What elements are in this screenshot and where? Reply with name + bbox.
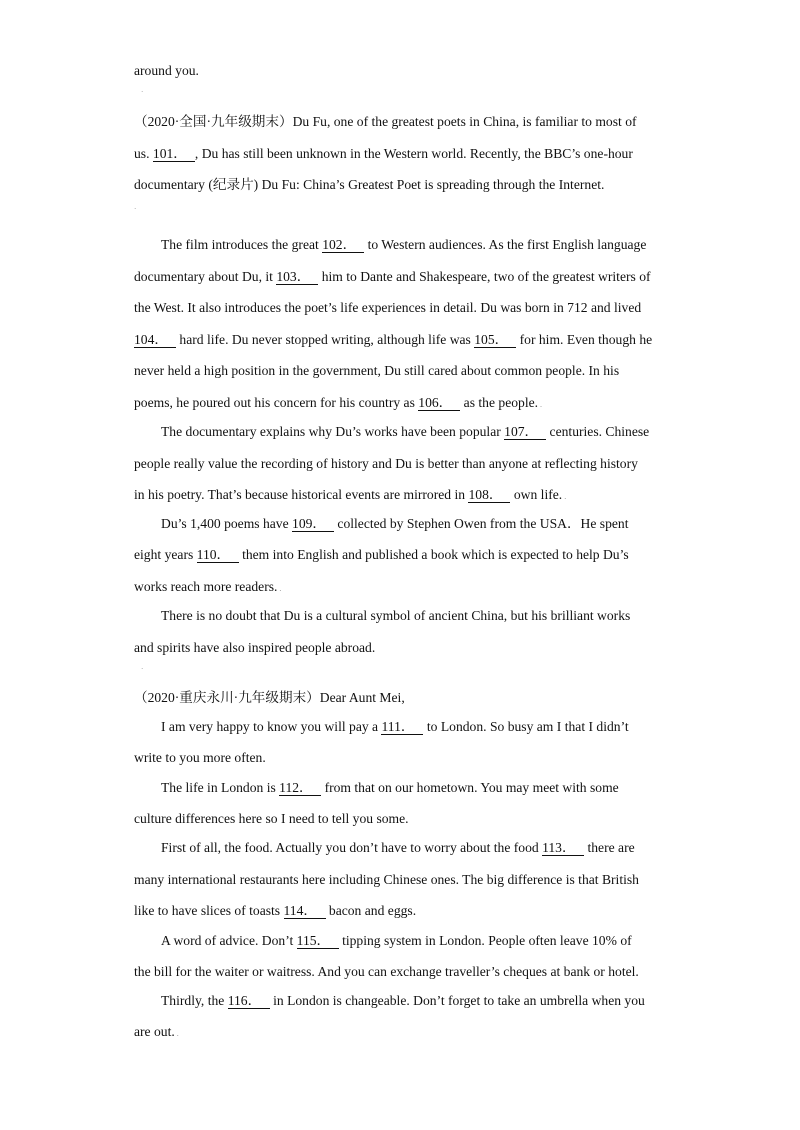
text-line: [161, 932, 701, 950]
line-text: write to you more often.: [134, 750, 266, 765]
text-line: [134, 299, 674, 317]
line-text: are out.: [134, 1024, 175, 1039]
line-text: us.: [134, 146, 153, 161]
line-text: The film introduces the great: [161, 237, 323, 252]
line-text: documentary (纪录片) Du Fu: China’s Greatest Poet is spreading through the Internet.: [134, 177, 605, 192]
paragraph-mark: ·: [141, 665, 144, 673]
blank-107[interactable]: 107．: [504, 424, 546, 440]
line-text: （2020·全国·九年级期末）Du Fu, one of the greatest poets in China, is familiar to most of: [134, 114, 637, 129]
line-text: Du’s 1,400 poems have: [161, 516, 293, 531]
line-text: never held a high position in the government, Du still cared about common people. In his: [134, 363, 620, 378]
text-line: [161, 992, 701, 1010]
text-line: [161, 515, 701, 533]
line-text: （2020·重庆永川·九年级期末）Dear Aunt Mei,: [134, 690, 405, 705]
blank-105[interactable]: 105．: [474, 332, 516, 348]
line-text: documentary about Du, it: [134, 269, 277, 284]
text-line: [161, 839, 701, 857]
paragraph-mark: .: [562, 492, 567, 501]
blank-113[interactable]: 113．: [542, 840, 584, 856]
text-line: [134, 749, 674, 767]
text-line: [134, 1023, 674, 1043]
blank-115[interactable]: 115．: [297, 933, 339, 949]
blank-101[interactable]: 101．: [153, 146, 195, 162]
line-text: as the people.: [460, 395, 539, 410]
blank-103[interactable]: 103．: [276, 269, 318, 285]
text-line: [134, 455, 674, 473]
line-text: I am very happy to know you will pay a: [161, 719, 382, 734]
text-line: [134, 546, 674, 564]
line-text: for him. Even though he: [516, 332, 653, 347]
text-line: [161, 423, 701, 441]
line-text: works reach more readers.: [134, 579, 278, 594]
line-text: many international restaurants here including Chinese ones. The big difference is that British: [134, 872, 639, 887]
blank-110[interactable]: 110．: [197, 547, 239, 563]
line-text: bacon and eggs.: [325, 903, 417, 918]
line-text: tipping system in London. People often leave 10% of: [338, 933, 632, 948]
line-text: First of all, the food. Actually you don’t have to worry about the food: [161, 840, 543, 855]
line-text: poems, he poured out his concern for his country as: [134, 395, 419, 410]
paragraph-mark: .: [174, 1029, 179, 1038]
blank-114[interactable]: 114．: [284, 903, 326, 919]
line-text: from that on our hometown. You may meet with some: [321, 780, 619, 795]
blank-111[interactable]: 111．: [381, 719, 423, 735]
paragraph-mark: .: [538, 400, 543, 409]
blank-102[interactable]: 102．: [322, 237, 364, 253]
line-text: people really value the recording of history and Du is better than anyone at reflecting history: [134, 456, 638, 471]
text-line: [134, 639, 674, 657]
text-line: [134, 963, 674, 981]
line-text: them into English and published a book which is expected to help Du’s: [238, 547, 629, 562]
line-text: to Western audiences. As the first English language: [364, 237, 647, 252]
text-line: [161, 779, 701, 797]
line-text: in his poetry. That’s because historical events are mirrored in: [134, 487, 469, 502]
text-line: [134, 62, 674, 80]
text-line: [134, 810, 674, 828]
passage1-heading: [134, 113, 674, 131]
text-line: [134, 145, 674, 163]
text-line: [161, 718, 701, 736]
line-text: A word of advice. Don’t: [161, 933, 297, 948]
line-text: there are: [584, 840, 635, 855]
text-line: [134, 331, 674, 349]
line-text: collected by Stephen Owen from the USA．He spent: [334, 516, 629, 531]
line-text: Thirdly, the: [161, 993, 228, 1008]
line-text: and spirits have also inspired people abroad.: [134, 640, 376, 655]
blank-108[interactable]: 108．: [468, 487, 510, 503]
text-line: [161, 236, 701, 254]
paragraph-mark: ·: [141, 88, 144, 96]
line-text: The documentary explains why Du’s works have been popular: [161, 424, 505, 439]
paragraph-mark: ·: [134, 205, 137, 213]
blank-109[interactable]: 109．: [292, 516, 334, 532]
text-line: [134, 394, 674, 414]
text-line: [134, 486, 674, 506]
blank-116[interactable]: 116．: [228, 993, 270, 1009]
paragraph-mark: .: [277, 584, 282, 593]
text-line: [161, 607, 701, 625]
line-text: the bill for the waiter or waitress. And you can exchange traveller’s cheques at bank or hotel.: [134, 964, 639, 979]
line-text: in London is changeable. Don’t forget to take an umbrella when you: [269, 993, 645, 1008]
line-text: around you.: [134, 63, 199, 78]
text-line: [134, 268, 674, 286]
line-text: eight years: [134, 547, 197, 562]
line-text: There is no doubt that Du is a cultural symbol of ancient China, but his brilliant works: [161, 608, 631, 623]
line-text: to London. So busy am I that I didn’t: [423, 719, 629, 734]
blank-104[interactable]: 104．: [134, 332, 176, 348]
text-line: [134, 176, 674, 194]
line-text: hard life. Du never stopped writing, although life was: [176, 332, 475, 347]
text-line: [134, 902, 674, 920]
text-line: [134, 578, 674, 598]
text-line: [134, 362, 674, 380]
line-text: culture differences here so I need to tell you some.: [134, 811, 409, 826]
line-text: like to have slices of toasts: [134, 903, 284, 918]
line-text: , Du has still been unknown in the Western world. Recently, the BBC’s one-hour: [194, 146, 633, 161]
line-text: him to Dante and Shakespeare, two of the greatest writers of: [318, 269, 651, 284]
text-line: [134, 871, 674, 889]
blank-106[interactable]: 106．: [418, 395, 460, 411]
passage2-heading: [134, 689, 674, 707]
line-text: the West. It also introduces the poet’s life experiences in detail. Du was born in 712 and lived: [134, 300, 642, 315]
blank-112[interactable]: 112．: [279, 780, 321, 796]
line-text: centuries. Chinese: [546, 424, 650, 439]
line-text: The life in London is: [161, 780, 280, 795]
line-text: own life.: [510, 487, 563, 502]
